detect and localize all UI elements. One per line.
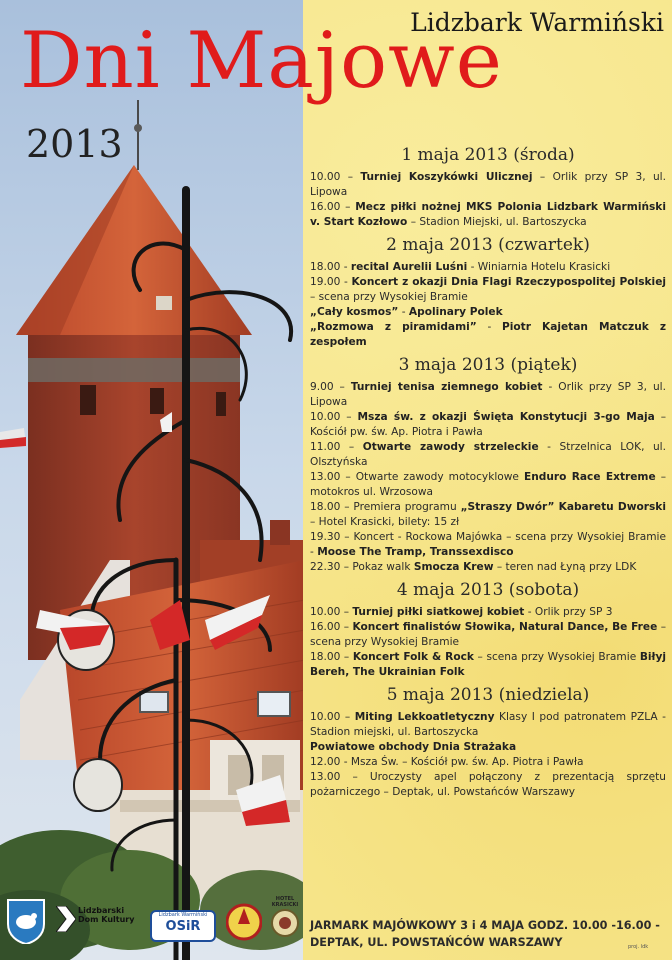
event-name: Koncert z okazji Dnia Flagi Rzeczypospolitej Polskiej (351, 276, 667, 288)
event-time: 19.00 (310, 276, 341, 288)
event-item (310, 275, 666, 305)
day-heading: 3 maja 2013 (piątek) (398, 355, 578, 375)
event-item (310, 380, 666, 410)
event-separator: - (340, 261, 351, 273)
event-time: 19.30 (310, 531, 341, 543)
event-detail: - (476, 321, 502, 333)
event-item (310, 770, 666, 800)
city-name: Lidzbark Warmiński (410, 8, 664, 37)
fire-brigade-icon (226, 902, 262, 942)
event-time: 16.00 (310, 201, 341, 213)
osir-logo (150, 910, 216, 942)
event-separator: – (340, 471, 356, 483)
event-name: Piotr Kajetan Matczuk z zespołem (310, 321, 666, 348)
event-detail: - (398, 306, 409, 318)
event-time: 10.00 (310, 171, 341, 183)
hotel-logo (268, 896, 302, 942)
event-name: Turniej Koszykówki Ulicznej (360, 171, 533, 183)
event-item (310, 530, 666, 560)
event-item (310, 305, 666, 320)
event-item (310, 470, 666, 500)
osir-city: Lidzbark Warmiński (158, 912, 208, 918)
event-separator: – (340, 621, 353, 633)
event-item (310, 260, 666, 275)
event-name: Apolinary Polek (408, 306, 503, 318)
event-time: 10.00 (310, 711, 341, 723)
event-time: 9.00 (310, 381, 334, 393)
event-time: 10.00 (310, 606, 341, 618)
event-detail: – scena przy Wysokiej Bramie (310, 291, 468, 303)
event-detail: Klasy I pod patronatem PZLA - Stadion miejski, ul. Bartoszycka (310, 711, 667, 738)
event-item (310, 440, 666, 470)
event-detail: Uroczysty apel połączony z prezentacją sprzętu pożarniczego – Deptak, ul. Powstańców Warszawy (310, 771, 666, 798)
event-name: Otwarte zawody strzeleckie (362, 441, 539, 453)
event-detail: – Kościół pw. św. Ap. Piotra i Pawła (310, 411, 666, 438)
osir-name: OSiR (165, 919, 201, 934)
event-name: Biłyj Bereh, The Ukrainian Folk (310, 651, 666, 678)
event-detail: – motokros ul. Wrzosowa (310, 471, 666, 498)
event-time: 22.30 (310, 561, 341, 573)
event-name: Mecz piłki nożnej MKS Polonia Lidzbark Warmiński v. Start Kozłowo (310, 201, 666, 228)
event-separator: – (340, 651, 353, 663)
event-time: 18.00 (310, 501, 341, 513)
event-separator: – (340, 411, 358, 423)
event-name: Turniej piłki siatkowej kobiet (352, 606, 525, 618)
day-heading: 2 maja 2013 (czwartek) (386, 235, 590, 255)
event-separator: – (340, 171, 361, 183)
event-separator: - (340, 276, 352, 288)
event-detail: Premiera programu (353, 501, 461, 513)
design-credit: proj. ldk (628, 944, 649, 950)
event-separator: – (333, 381, 351, 393)
program-list (310, 140, 666, 800)
day-heading: 1 maja 2013 (środa) (401, 145, 575, 165)
event-detail: - Winiarnia Hotelu Krasicki (467, 261, 611, 273)
arrow-logo-icon (56, 906, 76, 932)
event-separator: – (340, 531, 354, 543)
event-time: 10.00 (310, 411, 341, 423)
event-detail: – scena przy Wysokiej Bramie (310, 621, 667, 648)
ldk-logo (56, 906, 148, 946)
event-time: 16.00 (310, 621, 341, 633)
sponsor-logos (0, 896, 305, 960)
event-item (310, 740, 666, 755)
event-detail: - Strzelnica LOK, ul. Olsztyńska (310, 441, 666, 468)
event-name: Powiatowe obchody Dnia Strażaka (310, 741, 517, 753)
event-item (310, 200, 666, 230)
event-detail: Otwarte zawody motocyklowe (355, 471, 524, 483)
year-label: 2013 (26, 122, 123, 166)
poster-title: Dni Majowe (20, 16, 503, 106)
event-item (310, 710, 666, 740)
event-detail: Msza Św. – Kościół pw. św. Ap. Piotra i Pawła (350, 756, 584, 768)
ldk-name: Lidzbarski Dom Kultury (78, 906, 135, 924)
event-name: recital Aurelii Luśni (350, 261, 468, 273)
event-item (310, 170, 666, 200)
event-name: Msza św. z okazji Święta Konstytucji 3-go Maja (357, 411, 655, 423)
event-separator: – (340, 441, 363, 453)
event-name: „Rozmowa z piramidami” (310, 321, 477, 333)
event-detail: Pokaz walk (352, 561, 414, 573)
event-detail: - Orlik przy SP 3 (524, 606, 613, 618)
event-detail: – Orlik przy SP 3, ul. Lipowa (310, 171, 666, 198)
hotel-seal-icon (270, 908, 300, 938)
event-item (310, 410, 666, 440)
event-name: Miting Lekkoatletyczny (354, 711, 495, 723)
event-name: „Cały kosmos” (310, 306, 399, 318)
event-name: Enduro Race Extreme (523, 471, 656, 483)
event-item (310, 500, 666, 530)
event-name: Smocza Krew (413, 561, 494, 573)
event-separator: – (340, 501, 354, 513)
event-item (310, 560, 666, 575)
event-time: 18.00 (310, 651, 341, 663)
event-time: 18.00 (310, 261, 341, 273)
event-separator: - (340, 756, 351, 768)
event-time: 11.00 (310, 441, 341, 453)
event-detail: - Orlik przy SP 3, ul. Lipowa (310, 381, 666, 408)
day-heading: 5 maja 2013 (niedziela) (386, 685, 590, 705)
day-heading: 4 maja 2013 (sobota) (396, 580, 580, 600)
event-separator: – (340, 201, 356, 213)
event-detail: Koncert - Rockowa Majówka – scena przy Wysokiej Bramie - (310, 531, 666, 558)
event-separator: – (340, 606, 353, 618)
city-crest-icon (6, 898, 46, 944)
event-item (310, 320, 666, 350)
event-detail: – scena przy Wysokiej Bramie (473, 651, 640, 663)
event-item (310, 605, 666, 620)
fair-notice: JARMARK MAJÓWKOWY 3 i 4 MAJA GODZ. 10.00 -16.00 - DEPTAK, UL. POWSTAŃCÓW WARSZAWY (310, 919, 660, 949)
event-time: 13.00 (310, 771, 341, 783)
event-time: 13.00 (310, 471, 341, 483)
event-time: 12.00 (310, 756, 341, 768)
event-name: Moose The Tramp, Transsexdisco (317, 546, 514, 558)
event-item (310, 650, 666, 680)
event-detail: – Hotel Krasicki, bilety: 15 zł (310, 516, 460, 528)
hotel-name: HOTEL KRASICKI (271, 896, 299, 908)
event-name: Turniej tenisa ziemnego kobiet (350, 381, 543, 393)
event-separator: – (340, 711, 355, 723)
event-separator: – (340, 561, 353, 573)
event-name: Koncert finalistów Słowika, Natural Dance, Be Free (352, 621, 658, 633)
event-name: „Straszy Dwór” Kabaretu Dworski (460, 501, 666, 513)
event-detail: – Stadion Miejski, ul. Bartoszycka (407, 216, 587, 228)
event-item (310, 620, 666, 650)
event-item (310, 755, 666, 770)
event-separator: – (340, 771, 370, 783)
event-name: Koncert Folk & Rock (352, 651, 474, 663)
event-detail: – teren nad Łyną przy LDK (493, 561, 637, 573)
